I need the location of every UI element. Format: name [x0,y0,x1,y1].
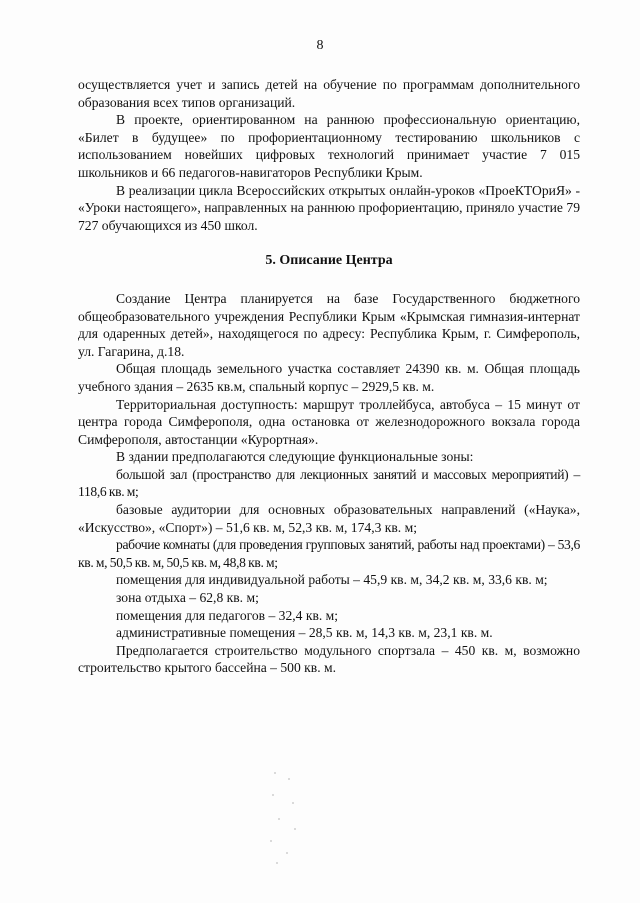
paragraph-center-base: Создание Центра планируется на базе Государственного бюджетного общеобразовательного учреждения Республики Крым «Крымская гимназия-интернат для одаренных детей», находящегося по адресу: Республика Крым, г. Симферополь, ул. Гагарина, д.18. [78,290,580,359]
zone-item-main-hall: большой зал (пространство для лекционных занятий и массовых мероприятий) – 118,6 кв. м; [78,466,580,500]
page-content [78,76,580,677]
zone-item-admin-rooms: административные помещения – 28,5 кв. м, 14,3 кв. м, 23,1 кв. м. [116,625,493,641]
zone-item-individual-work: помещения для индивидуальной работы – 45,9 кв. м, 34,2 кв. м, 33,6 кв. м; [116,572,548,588]
zone-item-work-rooms: рабочие комнаты (для проведения групповых занятий, работы над проектами) – 53,6 кв. м, 50,5 кв. м, 50,5 кв. м, 48,8 кв. м; [78,537,580,570]
zone-item-teachers-rooms: помещения для педагогов – 32,4 кв. м; [116,607,339,623]
paragraph-continuation: осуществляется учет и запись детей на обучение по программам дополнительного образования всех типов организаций. [78,77,580,110]
section-title: 5. Описание Центра [265,253,393,269]
paragraph-accessibility: Территориальная доступность: маршрут троллейбуса, автобуса – 15 минут от центра города Симферополя, одна остановка от железнодорожного вокзала города Симферополя, автостанции «Курортная». [78,396,580,447]
paragraph-area: Общая площадь земельного участка составляет 24390 кв. м. Общая площадь учебного здания – 2635 кв.м, спальный корпус – 2929,5 кв. м. [78,361,580,394]
paragraph-ticket-to-future: В проекте, ориентированном на раннюю профессиональную ориентацию, «Билет в будущее» по профориентационному тестированию школьников с использованием новейших цифровых технологий принимает участие 7 015 школьников и 66 педагогов-навигаторов Республики Крым. [78,112,580,180]
scan-artifacts [268,768,308,868]
paragraph-closing: Предполагается строительство модульного спортзала – 450 кв. м, возможно строительство крытого бассейна – 500 кв. м. [78,642,580,676]
paragraph-proektoria: В реализации цикла Всероссийских открытых онлайн-уроков «ПроеКТОриЯ» - «Уроки настоящего», направленных на раннюю профориентацию, приняло участие 79 727 обучающихся из 450 школ. [78,182,580,233]
zone-item-base-classrooms: базовые аудитории для основных образовательных направлений («Наука», «Искусство», «Спорт») – 51,6 кв. м, 52,3 кв. м, 174,3 кв. м; [78,502,580,535]
paragraph-zones-intro: В здании предполагаются следующие функциональные зоны: [116,449,474,465]
zone-item-rest-zone: зона отдыха – 62,8 кв. м; [116,590,259,606]
page-number: 8 [316,38,324,53]
